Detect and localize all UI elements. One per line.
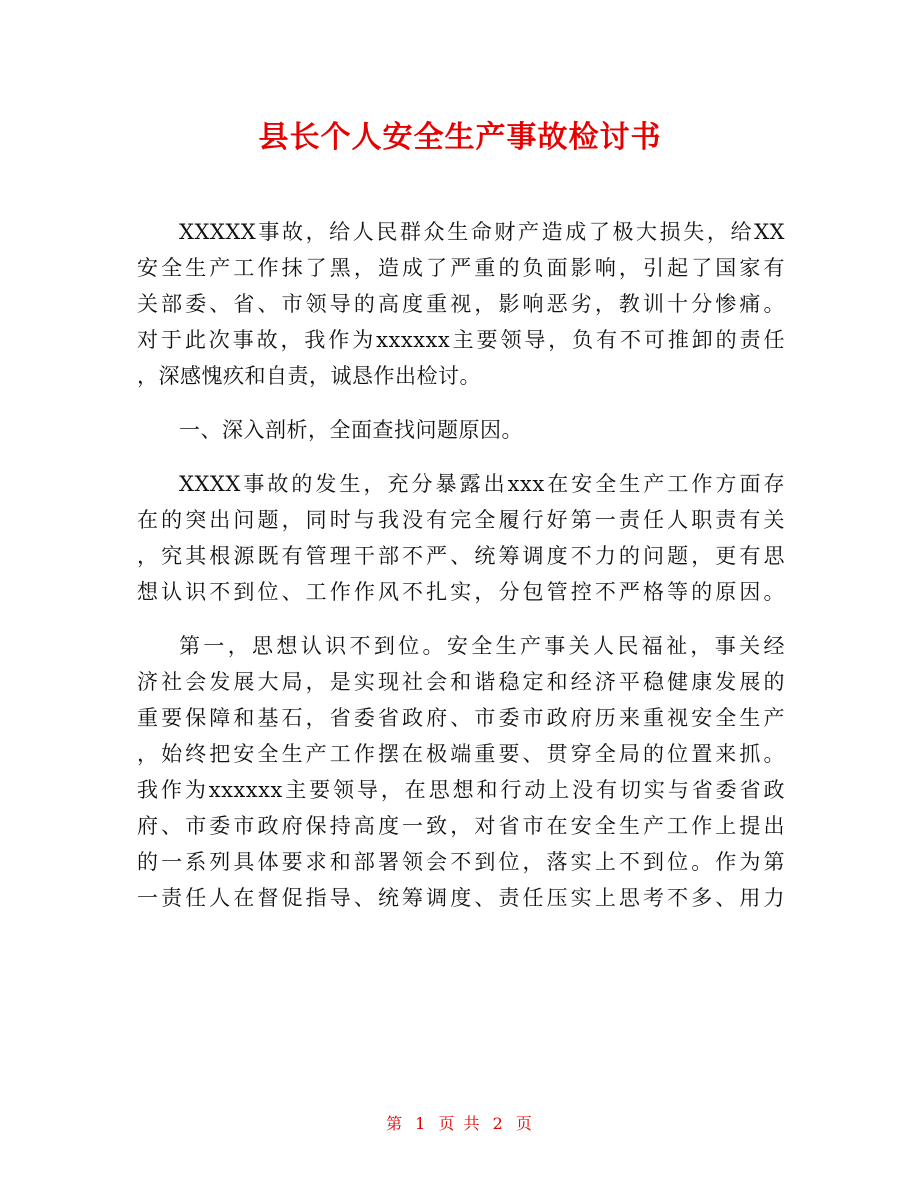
page-footer — [0, 1112, 920, 1136]
paragraph-2-line-2: 在的突出问题，同时与我没有完全履行好第一责任人职责有关 — [137, 508, 785, 532]
paragraph-1-line-3: 关部委、省、市领导的高度重视，影响恶劣，教训十分惨痛。 — [137, 292, 785, 316]
paragraph-1-line-5: ，深感愧疚和自责，诚恳作出检讨。 — [137, 364, 481, 388]
paragraph-3-line-2: 济社会发展大局，是实现社会和谐稳定和经济平稳健康发展的 — [137, 670, 785, 694]
paragraph-2-line-1: XXXX事故的发生，充分暴露出xxx在安全生产工作方面存 — [179, 472, 785, 496]
paragraph-3-line-8: 一责任人在督促指导、统筹调度、责任压实上思考不多、用力 — [137, 886, 785, 910]
paragraph-3-line-7: 的一系列具体要求和部署领会不到位，落实上不到位。作为第 — [137, 850, 785, 874]
paragraph-2-line-4: 想认识不到位、工作作风不扎实，分包管控不严格等的原因。 — [137, 580, 785, 604]
paragraph-3-line-4: ，始终把安全生产工作摆在极端重要、贯穿全局的位置来抓。 — [137, 742, 785, 766]
footer-total-pages: 2 — [492, 1114, 505, 1133]
footer-suffix: 页 — [515, 1114, 534, 1133]
footer-prefix: 第 — [386, 1114, 405, 1133]
footer-current-page: 1 — [415, 1114, 428, 1133]
paragraph-gap — [137, 394, 785, 412]
document-title: 县长个人安全生产事故检讨书 — [258, 120, 662, 155]
document-body — [137, 214, 785, 916]
footer-mid: 页 共 — [438, 1114, 482, 1133]
paragraph-gap — [137, 610, 785, 628]
paragraph-3-line-3: 重要保障和基石，省委省政府、市委市政府历来重视安全生产 — [137, 706, 785, 730]
paragraph-3-line-6: 府、市委市政府保持高度一致，对省市在安全生产工作上提出 — [137, 814, 785, 838]
paragraph-1-line-1: XXXXX事故，给人民群众生命财产造成了极大损失，给XX — [179, 220, 785, 244]
paragraph-1-line-4: 对于此次事故，我作为xxxxxx主要领导，负有不可推卸的责任 — [137, 328, 785, 352]
paragraph-gap — [137, 448, 785, 466]
section-heading-1: 一、深入剖析，全面查找问题原因。 — [179, 418, 523, 442]
paragraph-3-line-5: 我作为xxxxxx主要领导，在思想和行动上没有切实与省委省政 — [137, 778, 785, 802]
paragraph-1-line-2: 安全生产工作抹了黑，造成了严重的负面影响，引起了国家有 — [137, 256, 785, 280]
paragraph-2-line-3: ，究其根源既有管理干部不严、统筹调度不力的问题，更有思 — [137, 544, 785, 568]
paragraph-3-line-1: 第一，思想认识不到位。安全生产事关人民福祉，事关经 — [179, 634, 785, 658]
